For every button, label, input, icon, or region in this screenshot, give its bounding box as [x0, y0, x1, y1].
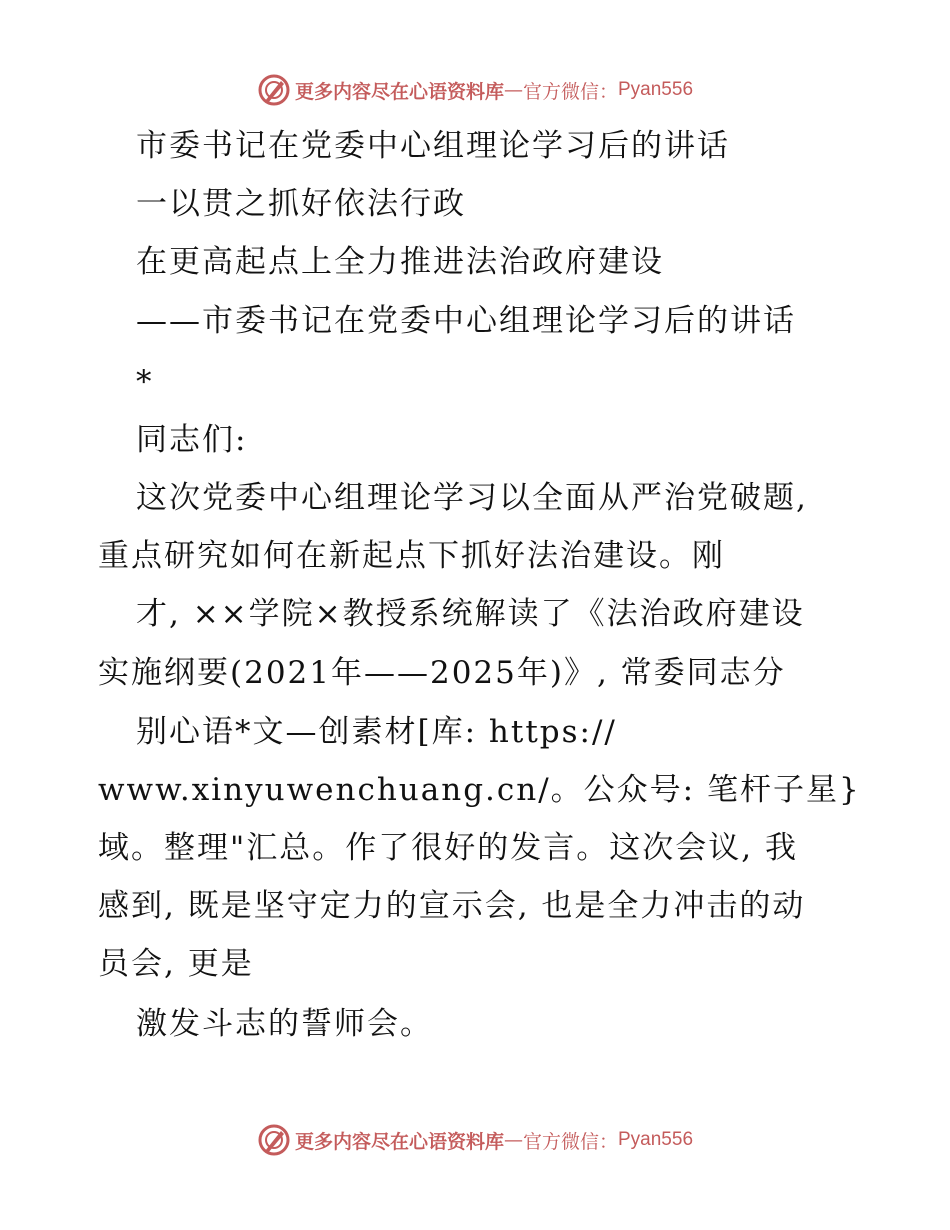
doc-paragraph-line: 重点研究如何在新起点下抓好法治建设。刚 — [98, 538, 725, 574]
doc-heading-line: 在更高起点上全力推进法治政府建设 — [136, 244, 664, 280]
header-watermark — [0, 70, 950, 110]
doc-paragraph-line: 实施纲要(2021年——2025年)》, 常委同志分 — [98, 655, 786, 691]
doc-paragraph-line: 这次党委中心组理论学习以全面从严治党破题, — [136, 480, 808, 516]
watermark-wechat-label: 官方微信： — [522, 80, 618, 103]
watermark-wechat-label: 官方微信： — [522, 1130, 618, 1153]
doc-subtitle-line: 一以贯之抓好依法行政 — [136, 186, 466, 222]
pen-logo-icon — [257, 1123, 291, 1157]
watermark-wechat-id: Pyan556 — [618, 79, 694, 100]
doc-paragraph-line: 感到, 既是坚守定力的宣示会, 也是全力冲击的动 — [98, 888, 806, 924]
doc-paragraph-line: 才, ××学院×教授系统解读了《法治政府建设 — [136, 596, 805, 632]
doc-byline: ——市委书记在党委中心组理论学习后的讲话 — [136, 303, 796, 339]
watermark-separator: — — [503, 1129, 523, 1151]
watermark-title: 更多内容尽在心语资料库 — [294, 1130, 504, 1153]
watermark-wechat-id: Pyan556 — [618, 1129, 694, 1150]
watermark-separator: — — [503, 79, 523, 101]
doc-paragraph-line: www.xinyuwenchuang.cn/。公众号: 笔杆子星} — [98, 772, 861, 808]
doc-paragraph-line: 激发斗志的誓师会。 — [136, 1006, 433, 1042]
watermark-title: 更多内容尽在心语资料库 — [294, 80, 504, 103]
doc-salutation: 同志们: — [136, 422, 248, 458]
doc-paragraph-line: 员会, 更是 — [98, 946, 254, 982]
doc-paragraph-line: 别心语*文—创素材[库: https:// — [136, 714, 617, 750]
pen-logo-icon — [257, 73, 291, 107]
doc-paragraph-line: 域。整理"汇总。作了很好的发言。这次会议, 我 — [98, 830, 798, 866]
doc-asterisk: * — [136, 364, 154, 400]
footer-watermark — [0, 1120, 950, 1160]
doc-title-line: 市委书记在党委中心组理论学习后的讲话 — [136, 128, 730, 164]
